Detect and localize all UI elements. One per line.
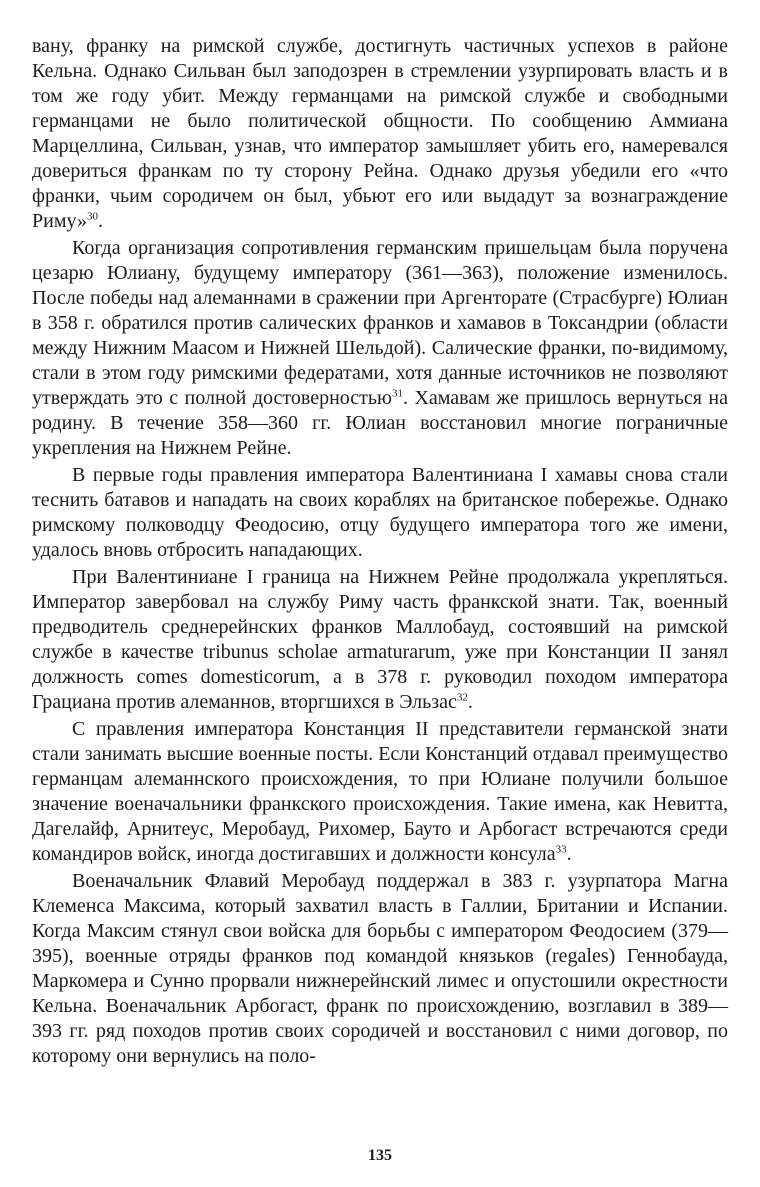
page-number: 135 bbox=[368, 1147, 392, 1164]
paragraph-tail: . bbox=[467, 691, 473, 713]
paragraph-text: При Валентиниане I граница на Нижнем Рейне продолжала укрепляться. Император завербовал на службу Риму часть франкской знати. Так, военный предводитель среднерейнских франков Маллобауд, состоявший на римской службе в качестве tribunus scholae armaturarum, уже при Констанции II занял должность comes domesticorum, а в 378 г. руководил походом императора Грациана против алеманнов, вторгшихся в Эльзас bbox=[32, 566, 728, 713]
paragraph-4 bbox=[32, 565, 728, 715]
paragraph-tail: . bbox=[97, 210, 103, 232]
paragraph-text: С правления императора Констанция II представители германской знати стали занимать высшие военные посты. Если Констанций отдавал преимущество германцам алеманнского происхождения, то при Юлиане получили большое значение военачальники франкского происхождения. Такие имена, как Невитта, Дагелайф, Арнитеус, Меробауд, Рихомер, Бауто и Арбогаст встречаются среди командиров войск, иногда достигавших и должности консула bbox=[32, 718, 728, 865]
paragraph-text: вану, франку на римской службе, достигнуть частичных успехов в районе Кельна. Однако Сильван был заподозрен в стремлении узурпировать власть и в том же году убит. Между германцами на римской службе и свободными германцами не было политической общности. По сообщению Аммиана Марцеллина, Сильван, узнав, что император замышляет убить его, намеревался довериться франкам по ту сторону Рейна. Однако друзья убедили его «что франки, чьим сородичем он был, убьют его или выдадут за вознаграждение Риму» bbox=[32, 35, 728, 232]
paragraph-tail: . Хамавам же пришлось вернуться на родину. В течение 358—360 гг. Юлиан восстановил многие пограничные укрепления на Нижнем Рейне. bbox=[32, 387, 728, 459]
footnote-ref[interactable]: 32 bbox=[456, 691, 468, 704]
paragraph-2 bbox=[32, 236, 728, 461]
paragraph-text: В первые годы правления императора Валентиниана I хамавы снова стали теснить батавов и нападать на своих кораблях на британское побережье. Однако римскому полководцу Феодосию, отцу будущего императора того же имени, удалось вновь отбросить нападающих. bbox=[32, 464, 728, 561]
footnote-ref[interactable]: 33 bbox=[555, 843, 567, 856]
paragraph-5 bbox=[32, 717, 728, 867]
paragraph-text: Когда организация сопротивления германским пришельцам была поручена цезарю Юлиану, будущему императору (361—363), положение изменилось. После победы над алеманнами в сражении при Аргенторате (Страсбурге) Юлиан в 358 г. обратился против салических франков и хамавов в Токсандрии (области между Нижним Маасом и Нижней Шельдой). Салические франки, по-видимому, стали в этом году римскими федератами, хотя данные источников не позволяют утверждать это с полной достоверностью bbox=[32, 237, 728, 409]
paragraph-3 bbox=[32, 463, 728, 563]
paragraph-tail: . bbox=[566, 843, 572, 865]
paragraph-1 bbox=[32, 34, 728, 234]
paragraph-6 bbox=[32, 869, 728, 1069]
paragraph-text: Военачальник Флавий Меробауд поддержал в 383 г. узурпатора Магна Клеменса Максима, который захватил власть в Галлии, Британии и Испании. Когда Максим стянул свои войска для борьбы с императором Феодосием (379—395), военные отряды франков под командой князьков (regales) Геннобауда, Маркомера и Сунно прорвали нижнерейнский лимес и опустошили окрестности Кельна. Военачальник Арбогаст, франк по происхождению, возглавил в 389—393 гг. ряд походов против своих сородичей и восстановил с ними договор, по которому они вернулись на поло- bbox=[32, 870, 728, 1067]
page-body bbox=[32, 34, 728, 1071]
footnote-ref[interactable]: 30 bbox=[86, 210, 98, 223]
footnote-ref[interactable]: 31 bbox=[391, 387, 403, 400]
